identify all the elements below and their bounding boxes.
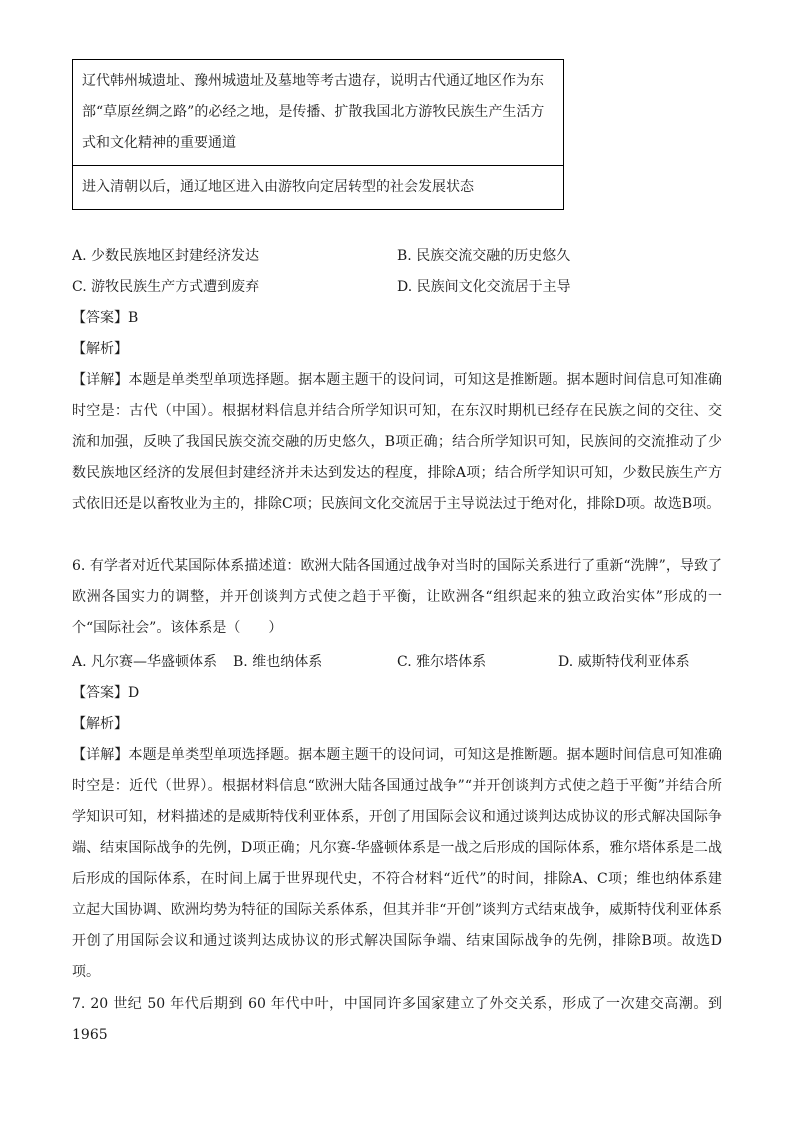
material-row-2: 进入清朝以后，通辽地区进入由游牧向定居转型的社会发展状态 bbox=[82, 179, 474, 195]
q6-stem: 6. 有学者对近代某国际体系描述道：欧洲大陆各国通过战争对当时的国际关系进行了重新“洗牌”，导致了欧洲各国实力的调整，并开创谈判方式使之趋于平衡，让欧洲各“组织起来的独立政治实体”形成的一个“国际社会”。该体系是（ ） bbox=[72, 558, 722, 636]
material-row-1: 辽代韩州城遗址、豫州城遗址及墓地等考古遗存，说明古代通辽地区作为东部“草原丝绸之路”的必经之地，是传播、扩散我国北方游牧民族生产生活方式和文化精神的重要通道 bbox=[73, 60, 563, 166]
q5-option-a: A. 少数民族地区封建经济发达 bbox=[72, 248, 260, 264]
q6-option-a: A. 凡尔赛—华盛顿体系 bbox=[72, 654, 218, 670]
q5-option-c: C. 游牧民族生产方式遭到废弃 bbox=[72, 279, 260, 295]
q7-stem: 7. 20 世纪 50 年代后期到 60 年代中叶，中国同许多国家建立了外交关系，形成了一次建交高潮。到 1965 bbox=[72, 996, 722, 1043]
q6-option-c: C. 雅尔塔体系 bbox=[397, 654, 487, 670]
material-table bbox=[72, 59, 564, 210]
q5-answer: 【答案】B bbox=[72, 310, 139, 326]
q6-option-d: D. 威斯特伐利亚体系 bbox=[558, 654, 690, 670]
q5-option-d: D. 民族间文化交流居于主导 bbox=[397, 279, 571, 295]
q5-option-b: B. 民族交流交融的历史悠久 bbox=[397, 248, 571, 264]
q6-answer: 【答案】D bbox=[72, 685, 140, 701]
q5-analysis-label: 【解析】 bbox=[72, 341, 128, 357]
q5-detail: 【详解】本题是单类型单项选择题。据本题主题干的设问词，可知这是推断题。据本题时间信息可知准确时空是：古代（中国）。根据材料信息并结合所学知识可知，在东汉时期机已经存在民族之间的交往、交流和加强，反映了我国民族交流交融的历史悠久，B项正确；结合所学知识可知，民族间的交流推动了少数民族地区经济的发展但封建经济并未达到发达的程度，排除A项；结合所学知识可知，少数民族生产方式依旧还是以畜牧业为主的，排除C项；民族间文化交流居于主导说法过于绝对化，排除D项。故选B项。 bbox=[72, 372, 722, 512]
q6-analysis-label: 【解析】 bbox=[72, 716, 128, 732]
q6-option-b: B. 维也纳体系 bbox=[233, 654, 323, 670]
q6-detail: 【详解】本题是单类型单项选择题。据本题主题干的设问词，可知这是推断题。据本题时间信息可知准确时空是：近代（世界）。根据材料信息“欧洲大陆各国通过战争”“并开创谈判方式使之趋于平衡”并结合所学知识可知，材料描述的是威斯特伐利亚体系，开创了用国际会议和通过谈判达成协议的形式解决国际争端、结束国际战争的先例，D项正确；凡尔赛-华盛顿体系是一战之后形成的国际体系，雅尔塔体系是二战后形成的国际体系，在时间上属于世界现代史，不符合材料“近代”的时间，排除A、C项；维也纳体系建立起大国协调、欧洲均势为特征的国际关系体系，但其并非“开创”谈判方式结束战争，威斯特伐利亚体系开创了用国际会议和通过谈判达成协议的形式解决国际争端、结束国际战争的先例，排除B项。故选D项。 bbox=[72, 747, 722, 980]
